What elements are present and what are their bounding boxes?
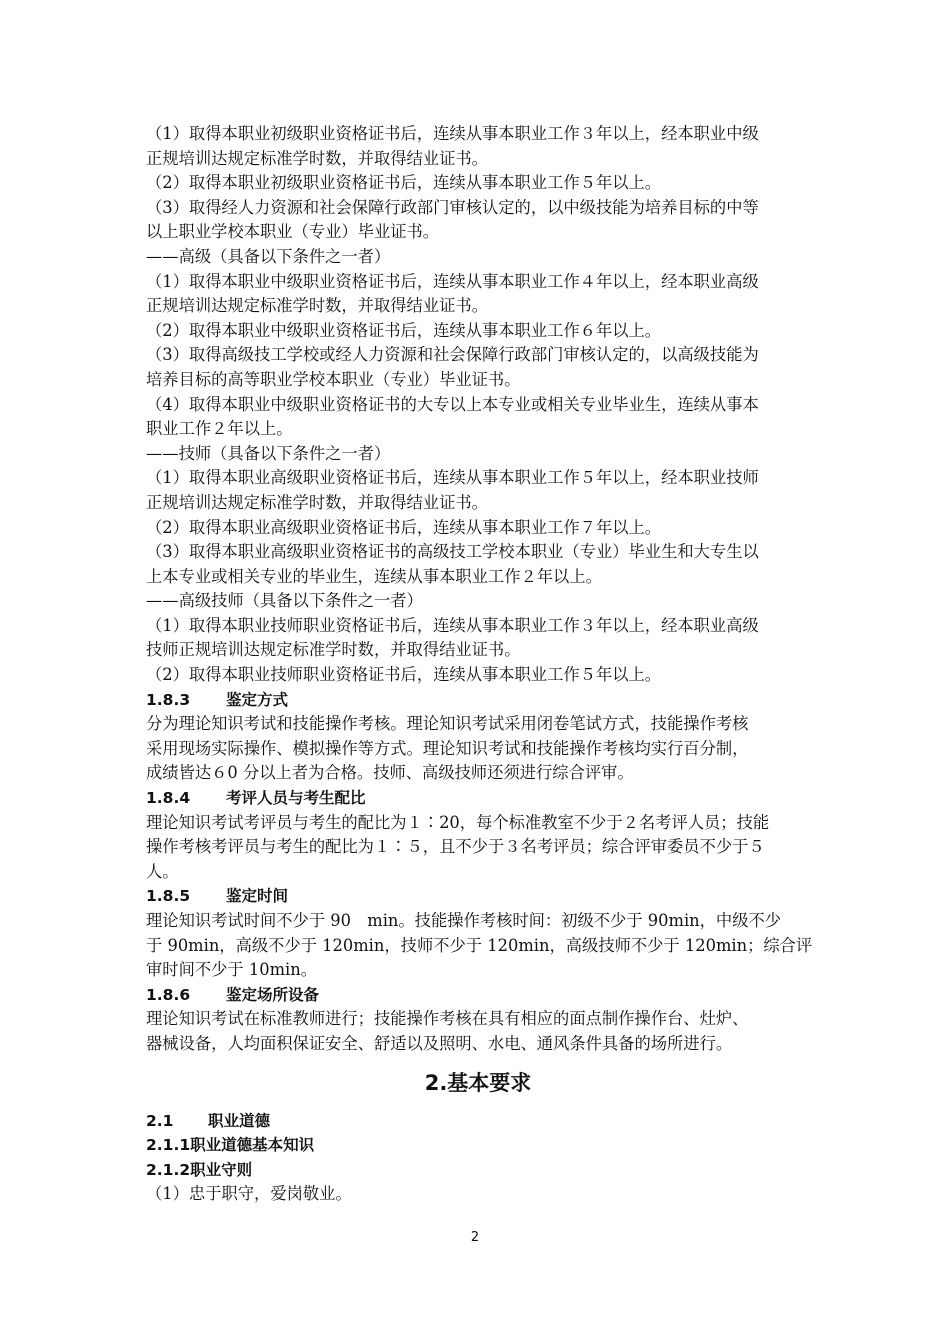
body-line: （2）取得本职业高级职业资格证书后，连续从事本职业工作７年以上。 [146,517,662,537]
body-line: （1）取得本职业高级职业资格证书后，连续从事本职业工作５年以上，经本职业技师 [146,468,759,488]
level-heading: ——技师（具备以下条件之一者） [146,443,391,463]
body-line: 正规培训达规定标准学时数，并取得结业证书。 [146,296,488,316]
section-number: 1.8.4 [146,789,191,808]
section-number: 1.8.3 [146,690,191,709]
section-heading-1-8-3 [146,688,810,713]
body-line: 以上职业学校本职业（专业）毕业证书。 [146,222,440,242]
body-line: 技师正规培训达规定标准学时数，并取得结业证书。 [146,640,521,660]
page-number: 2 [470,1230,480,1245]
body-line: （3）取得本职业高级职业资格证书的高级技工学校本职业（专业）毕业生和大专生以 [146,542,759,562]
body-line: 正规培训达规定标准学时数，并取得结业证书。 [146,492,488,512]
level-heading: ——高级（具备以下条件之一者） [146,246,391,266]
body-line: 采用现场实际操作、模拟操作等方式。理论知识考试和技能操作考核均实行百分制， [146,738,749,758]
body-line: 正规培训达规定标准学时数，并取得结业证书。 [146,148,488,168]
body-line: （1）取得本职业技师职业资格证书后，连续从事本职业工作３年以上，经本职业高级 [146,615,759,635]
body-line: 于 90min，高级不少于 120min，技师不少于 120min，高级技师不少于 120min；综合评 [146,935,813,955]
section-number: 1.8.5 [146,887,191,906]
body-line: （1）取得本职业初级职业资格证书后，连续从事本职业工作３年以上，经本职业中级 [146,124,759,143]
body-line: 理论知识考试时间不少于 90 min。技能操作考核时间：初级不少于 90min，中级不少 [146,911,782,930]
document-page [146,122,813,1207]
body-line: 人。 [146,861,179,881]
body-line: 理论知识考试在标准教师进行；技能操作考核在具有相应的面点制作操作台、灶炉、 [146,1009,749,1029]
body-line: （3）取得高级技工学校或经人力资源和社会保障行政部门审核认定的，以高级技能为 [146,345,759,365]
section-title: 鉴定方式 [226,690,289,709]
body-line: 职业工作２年以上。 [146,419,293,439]
body-line: （4）取得本职业中级职业资格证书的大专以上本专业或相关专业毕业生，连续从事本 [146,394,759,414]
section-title: 职业道德 [208,1111,271,1130]
section-number: 1.8.6 [146,985,191,1004]
body-line: （2）取得本职业中级职业资格证书后，连续从事本职业工作６年以上。 [146,320,662,340]
section-heading-2-1 [146,1109,810,1134]
section-title: 鉴定场所设备 [226,985,320,1004]
section-title: 鉴定时间 [226,887,289,906]
section-heading-2-1-2: 2.1.2职业守则 [146,1160,253,1179]
body-line: 器械设备，人均面积保证安全、舒适以及照明、水电、通风条件具备的场所进行。 [146,1033,733,1053]
body-line: （2）取得本职业技师职业资格证书后，连续从事本职业工作５年以上。 [146,665,662,685]
body-line: （2）取得本职业初级职业资格证书后，连续从事本职业工作５年以上。 [146,173,662,193]
body-line: 分为理论知识考试和技能操作考核。理论知识考试采用闭卷笔试方式，技能操作考核 [146,714,749,734]
body-line: （1）忠于职守，爱岗敬业。 [146,1184,352,1204]
section-heading-1-8-6 [146,983,810,1008]
section-number: 2.1 [146,1111,174,1130]
body-line: （1）取得本职业中级职业资格证书后，连续从事本职业工作４年以上，经本职业高级 [146,271,759,291]
chapter-title: 2.基本要求 [424,1070,532,1095]
body-line: （3）取得经人力资源和社会保障行政部门审核认定的，以中级技能为培养目标的中等 [146,197,759,217]
section-heading-1-8-5 [146,884,810,909]
body-line: 审时间不少于 10min。 [146,960,317,980]
body-line: 理论知识考试考评员与考生的配比为１∶20，每个标准教室不少于２名考评人员；技能 [146,812,770,832]
section-heading-2-1-1: 2.1.1职业道德基本知识 [146,1136,315,1155]
section-heading-1-8-4 [146,786,810,811]
body-line: 成绩皆达６0 分以上者为合格。技师、高级技师还须进行综合评审。 [146,763,634,783]
body-line: 培养目标的高等职业学校本职业（专业）毕业证书。 [146,369,521,389]
body-line: 操作考核考评员与考生的配比为１∶５，且不少于３名考评员；综合评审委员不少于５ [146,837,765,857]
section-title: 考评人员与考生配比 [226,789,366,808]
body-line: 上本专业或相关专业的毕业生，连续从事本职业工作２年以上。 [146,566,602,586]
level-heading: ——高级技师（具备以下条件之一者） [146,591,423,611]
